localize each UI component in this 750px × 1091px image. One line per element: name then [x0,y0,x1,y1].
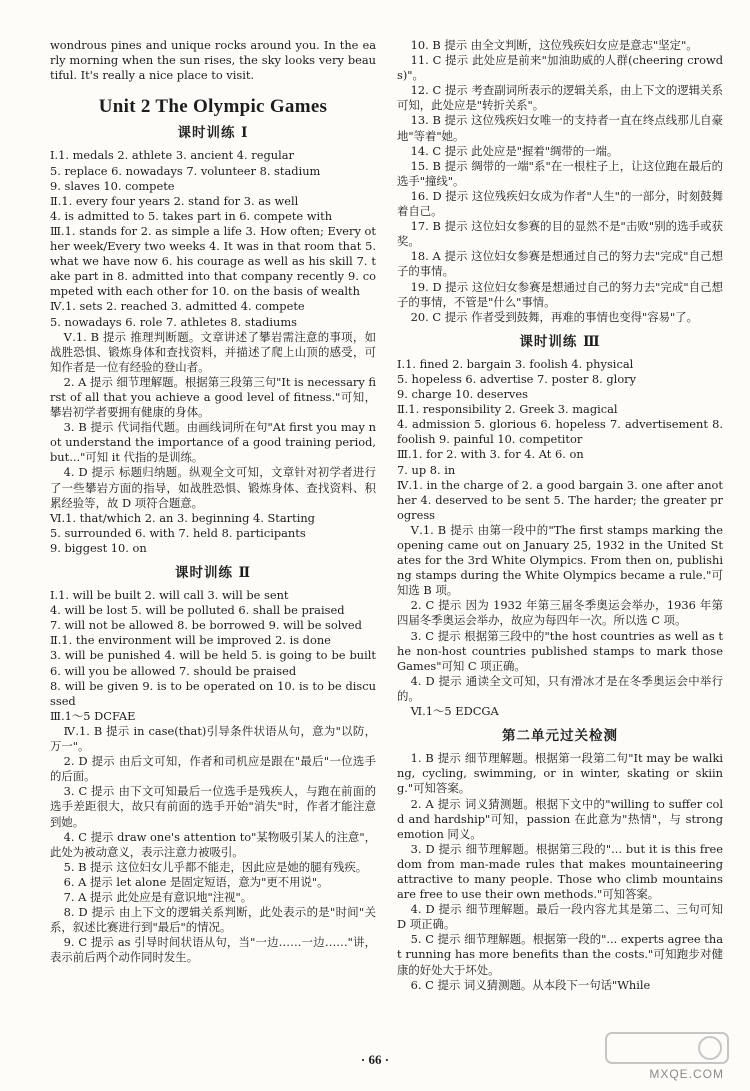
explanation-paragraph: 6. C 提示 词义猜测题。从本段下一句话"While [410,977,651,992]
section-1-answers [50,148,376,329]
answer-line: Ⅱ.1. the environment will be improved 2. is done [50,633,331,648]
unit-test-explanations [397,751,723,993]
explanation-paragraph: Ⅴ.1. B 提示 由第一段中的"The first stamps marking the opening came out on January 25, 1932 in the United States for the 3rd White Olympics. From then on, publishing stamps during the White Olympics became a rule."可知选 B 项。 [397,522,723,598]
explanation-paragraph: 5. C 提示 细节理解题。根据第一段的"... experts agree that running has more benefits than the costs."可知跑步对健康的好处大于坏处。 [397,932,723,977]
explanation-paragraph: 5. B 提示 这位妇女儿乎都不能走，因此应是她的腿有残疾。 [63,859,368,874]
section-title-3: 课时训练 Ⅲ [519,333,601,350]
answer-line: Ⅰ.1. fined 2. bargain 3. foolish 4. physical [397,356,634,371]
answer-line: 4. admission 5. glorious 6. hopeless 7. advertisement 8. foolish 9. painful 10. competitor [397,417,723,447]
answer-line: Ⅲ.1. stands for 2. as simple a life 3. How often; Every other week/Every two weeks 4. It was in that room that 5. what we have now 6. his courage as well as his skill 7. take part in 8. admitted into that company recently 9. competed with each other for 10. on the basis of wealth [50,223,376,299]
section-title-1: 课时训练 Ⅰ [177,125,249,142]
right-column [397,38,723,993]
answer-line: Ⅳ.1. in the charge of 2. a good bargain 3. one after another 4. deserved to be sent 5. The harder; the greater progress [397,477,723,522]
explanation-paragraph: 8. D 提示 由上下文的逻辑关系判断，此处表示的是"时间"关系，叙述比赛进行到"最后"的情况。 [50,905,376,935]
left-column [50,38,376,965]
explanation-paragraph: 18. A 提示 这位妇女参赛是想通过自己的努力去"完成"自己想子的事情。 [397,249,723,279]
explanation-paragraph: 15. B 提示 绸带的一端"系"在一根柱子上，让这位跑在最后的选手"撞线"。 [397,158,723,188]
section-3-explanations [397,523,723,719]
explanation-paragraph: 20. C 提示 作者受到鼓舞，再难的事情也变得"容易"了。 [410,309,699,324]
answer-line: Ⅲ.1. for 2. with 3. for 4. At 6. on [397,447,584,462]
answer-line: 5. replace 6. nowadays 7. volunteer 8. stadium [50,163,321,178]
explanation-paragraph: Ⅵ.1～5 EDCGA [410,704,499,719]
explanation-paragraph: 12. C 提示 考查副词所表示的逻辑关系，由上下文的逻辑关系可知，此处应是"转折关系"。 [397,83,723,113]
answer-line: Ⅰ.1. will be built 2. will call 3. will be sent [50,588,289,603]
answer-line: Ⅰ.1. medals 2. athlete 3. ancient 4. regular [50,148,294,163]
explanation-paragraph: 19. D 提示 这位妇女参赛是想通过自己的努力去"完成"自己想子的事情，不管是"什么"事情。 [397,279,723,309]
intro-text [50,38,376,83]
answer-line: Ⅱ.1. every four years 2. stand for 3. as well [50,193,299,208]
section-title-4: 第二单元过关检测 [502,728,618,745]
explanation-paragraph: 3. C 提示 由下文可知最后一位选手是残疾人，与跑在前面的选手差距很大，故只有前面的选手开始"消失"时，作者才能注意到她。 [50,784,376,829]
answer-line: Ⅵ.1. that/which 2. an 3. beginning 4. Starting [50,510,315,525]
explanation-paragraph: 9. C 提示 as 引导时间状语从句，当"一边……一边……"讲，表示前后两个动作同时发生。 [50,935,376,965]
answer-line: 9. slaves 10. compete [50,178,175,193]
answer-line: 3. will be punished 4. will be held 5. is going to be built 6. will you be allowed 7. should be praised [50,648,376,678]
section-2-explanations [50,724,376,966]
explanation-paragraph: 14. C 提示 此处应是"握着"绸带的一端。 [410,143,619,158]
explanation-paragraph: 2. A 提示 细节理解题。根据第三段第三句"It is necessary first of all that you achieve a good level of fitness."可知，攀岩初学者要拥有健康的身体。 [50,374,376,420]
explanation-paragraph: 7. A 提示 此处应是有意识地"注视"。 [63,889,253,904]
answer-line: 7. up 8. in [397,462,456,477]
section-2-continued [397,38,723,325]
explanation-paragraph: Ⅳ.1. B 提示 in case(that)引导条件状语从句，意为"以防，万一"。 [50,723,376,754]
explanation-paragraph: 13. B 提示 这位残疾妇女唯一的支持者一直在终点线那儿自豪地"等着"她。 [397,113,723,143]
explanation-paragraph: 3. D 提示 细节理解题。根据第三段的"... but it is this freedom from man-made rules that makes mountaineering attractive to many people. Those who climb mountains are free to use their own methods."可知答案。 [397,841,723,902]
explanation-paragraph: 2. C 提示 因为 1932 年第三届冬季奥运会举办，1936 年第四届冬季奥运会举办，故应为每四年一次。所以选 C 项。 [397,598,723,628]
answer-line: 4. will be lost 5. will be polluted 6. shall be praised [50,603,345,618]
page-number: · 66 · [360,1052,390,1067]
answer-line: Ⅱ.1. responsibility 2. Greek 3. magical [397,402,618,417]
explanation-paragraph: 17. B 提示 这位妇女参赛的目的显然不是"击败"别的选手或获奖。 [397,219,723,249]
explanation-paragraph: 3. C 提示 根据第三段中的"the host countries as well as the non-host countries published stamps to mark those Games"可知 C 项正确。 [397,628,723,673]
answer-line: 5. nowadays 6. role 7. athletes 8. stadiums [50,314,297,329]
section-1-explanations [50,330,376,511]
answer-line: 9. charge 10. deserves [397,387,528,402]
explanation-paragraph: 2. D 提示 由后文可知，作者和司机应是跟在"最后"一位选手的后面。 [50,754,376,784]
answer-line: 8. will be given 9. is to be operated on 10. is to be discussed [50,678,376,708]
explanation-paragraph: 4. C 提示 draw one's attention to"某物吸引某人的注意"，此处为被动意义，表示注意力被吸引。 [50,829,376,859]
unit-title: Unit 2 The Olympic Games [98,96,328,118]
watermark-text: MXQE.COM [649,1067,724,1081]
explanation-paragraph: 4. D 提示 标题归纳题。纵观全文可知，文章针对初学者进行了一些攀岩方面的指导，如战胜恐惧、锻炼身体、查找资料、积累经验等，故 D 项符合题意。 [50,465,376,510]
answer-line: 9. biggest 10. on [50,540,147,555]
answer-line: 7. will not be allowed 8. be borrowed 9. will be solved [50,618,362,633]
explanation-paragraph: 10. B 提示 由全文判断，这位残疾妇女应是意志"坚定"。 [410,38,698,52]
explanation-paragraph: 1. B 提示 细节理解题。根据第一段第二句"It may be walking, cycling, swimming, or in winter, skating or skiing."可知答案。 [397,751,723,796]
answer-line: Ⅳ.1. sets 2. reached 3. admitted 4. compete [50,299,305,314]
text-line: wondrous pines and unique rocks around you. In the early morning when the sun rises, the sky looks very beautiful. It's really a nice place to visit. [50,38,376,83]
section-3-answers [397,357,723,523]
explanation-paragraph: 16. D 提示 这位残疾妇女成为作者"人生"的一部分，时刻鼓舞着自己。 [397,188,723,219]
answer-line: Ⅲ.1～5 DCFAE [50,708,136,723]
explanation-paragraph: 2. A 提示 词义猜测题。根据下文中的"willing to suffer cold and hardship"可知，passion 在此意为"热情"，与 strong emotion 同义。 [397,796,723,841]
section-1-tail [50,511,376,556]
explanation-paragraph: 4. D 提示 通读全文可知，只有滑冰才是在冬季奥运会中举行的。 [397,673,723,703]
answer-line: 5. hopeless 6. advertise 7. poster 8. glory [397,371,637,386]
explanation-paragraph: 11. C 提示 此处应是前来"加油助威的人群(cheering crowds)"。 [397,53,723,83]
answer-line: 4. is admitted to 5. takes part in 6. compete with [50,208,333,223]
explanation-paragraph: Ⅴ.1. B 提示 推理判断题。文章讲述了攀岩需注意的事项，如战胜恐惧、锻炼身体和查找资料，并描述了爬上山顶的感受，可知作者是一位有经验的登山者。 [50,329,376,374]
explanation-paragraph: 6. A 提示 let alone 是固定短语，意为"更不用说"。 [63,874,329,889]
answer-line: 5. surrounded 6. with 7. held 8. participants [50,525,306,540]
explanation-paragraph: 4. D 提示 细节理解题。最后一段内容尤其是第二、三句可知 D 项正确。 [397,902,723,932]
explanation-paragraph: 3. B 提示 代词指代题。由画线词所在句"At first you may not understand the importance of a good training period, but..."可知 it 代指的是训练。 [50,420,376,465]
section-2-answers [50,588,376,724]
section-title-2: 课时训练 Ⅱ [174,565,252,581]
